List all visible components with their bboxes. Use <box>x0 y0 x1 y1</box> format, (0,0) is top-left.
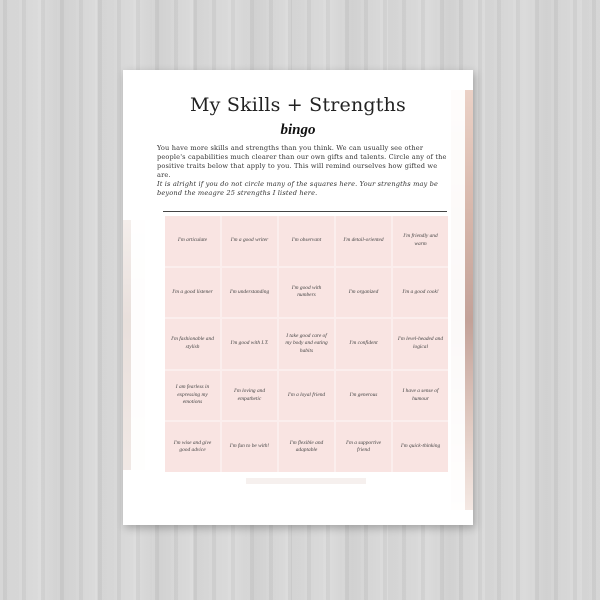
bingo-cell[interactable]: I'm good with numbers <box>279 268 334 318</box>
bingo-cell[interactable]: I'm loving and empathetic <box>222 371 277 421</box>
bingo-cell[interactable]: I'm flexible and adaptable <box>279 422 334 472</box>
bingo-cell[interactable]: I'm a good cook! <box>393 268 448 318</box>
divider <box>163 211 447 212</box>
bingo-cell[interactable]: I'm quick-thinking <box>393 422 448 472</box>
bingo-cell[interactable]: I'm fun to be with! <box>222 422 277 472</box>
bingo-cell[interactable]: I'm level-headed and logical <box>393 319 448 369</box>
intro-note: It is alright if you do not circle many of the squares here. Your strengths may be beyond the meagre 25 strengths I listed here. <box>157 180 439 197</box>
worksheet-content <box>131 78 465 518</box>
bingo-cell[interactable]: I'm detail-oriented <box>336 216 391 266</box>
bingo-cell[interactable]: I'm a supportive friend <box>336 422 391 472</box>
bingo-cell[interactable]: I'm organized <box>336 268 391 318</box>
page-title: My Skills + Strengths <box>190 94 406 116</box>
bingo-cell[interactable]: I'm confident <box>336 319 391 369</box>
bingo-cell[interactable]: I'm generous <box>336 371 391 421</box>
footer-bar <box>246 478 366 484</box>
bingo-cell[interactable]: I'm a good writer <box>222 216 277 266</box>
bingo-cell[interactable]: I'm observant <box>279 216 334 266</box>
intro-paragraph: You have more skills and strengths than you think. We can usually see other people's capabilities much clearer than our own gifts and talents. Circle any of the positive traits below that apply to you. This will remind ourselves how gifted we are. <box>157 144 447 179</box>
bingo-cell[interactable]: I'm wise and give good advice <box>165 422 220 472</box>
bingo-cell[interactable]: I have a sense of humour <box>393 371 448 421</box>
bingo-cell[interactable]: I'm a good listener <box>165 268 220 318</box>
bingo-grid <box>165 216 448 472</box>
bingo-cell[interactable]: I'm articulate <box>165 216 220 266</box>
intro-text <box>157 144 447 198</box>
bingo-cell[interactable]: I'm a loyal friend <box>279 371 334 421</box>
bingo-cell[interactable]: I'm friendly and warm <box>393 216 448 266</box>
bingo-cell[interactable]: I am fearless in expressing my emotions <box>165 371 220 421</box>
bingo-cell[interactable]: I'm understanding <box>222 268 277 318</box>
bingo-cell[interactable]: I'm fashionable and stylish <box>165 319 220 369</box>
bingo-cell[interactable]: I take good care of my body and eating habits <box>279 319 334 369</box>
bingo-cell[interactable]: I'm good with I.T. <box>222 319 277 369</box>
worksheet-page <box>123 70 473 525</box>
page-subtitle: bingo <box>280 122 316 138</box>
